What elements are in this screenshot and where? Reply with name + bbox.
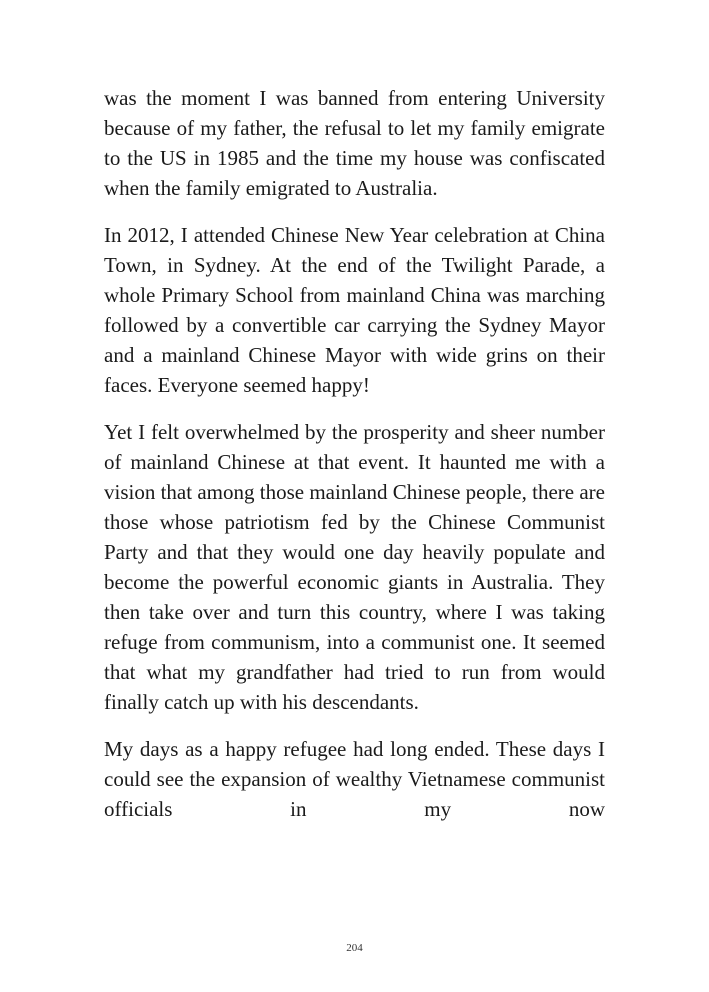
paragraph-4: My days as a happy refugee had long ended. These days I could see the expansion of wealthy Vietnamese communist officials in my now: [104, 737, 605, 821]
paragraph-3: Yet I felt overwhelmed by the prosperity and sheer number of mainland Chinese at that event. It haunted me with a vision that among those mainland Chinese people, there are those whose patriotism fed by the Chinese Communist Party and that they would one day heavily populate and become the powerful economic giants in Australia. They then take over and turn this country, where I was taking refuge from communism, into a communist one. It seemed that what my grandfather had tried to run from would finally catch up with his descendants.: [104, 420, 605, 714]
page-number: 204: [346, 942, 363, 954]
body-text: [104, 83, 605, 841]
paragraph-2: In 2012, I attended Chinese New Year celebration at China Town, in Sydney. At the end of the Twilight Parade, a whole Primary School from mainland China was marching followed by a convertible car carrying the Sydney Mayor and a mainland Chinese Mayor with wide grins on their faces. Everyone seemed happy!: [104, 223, 605, 397]
paragraph-1: was the moment I was banned from entering University because of my father, the refusal to let my family emigrate to the US in 1985 and the time my house was confiscated when the family emigrated to Australia.: [104, 86, 605, 200]
